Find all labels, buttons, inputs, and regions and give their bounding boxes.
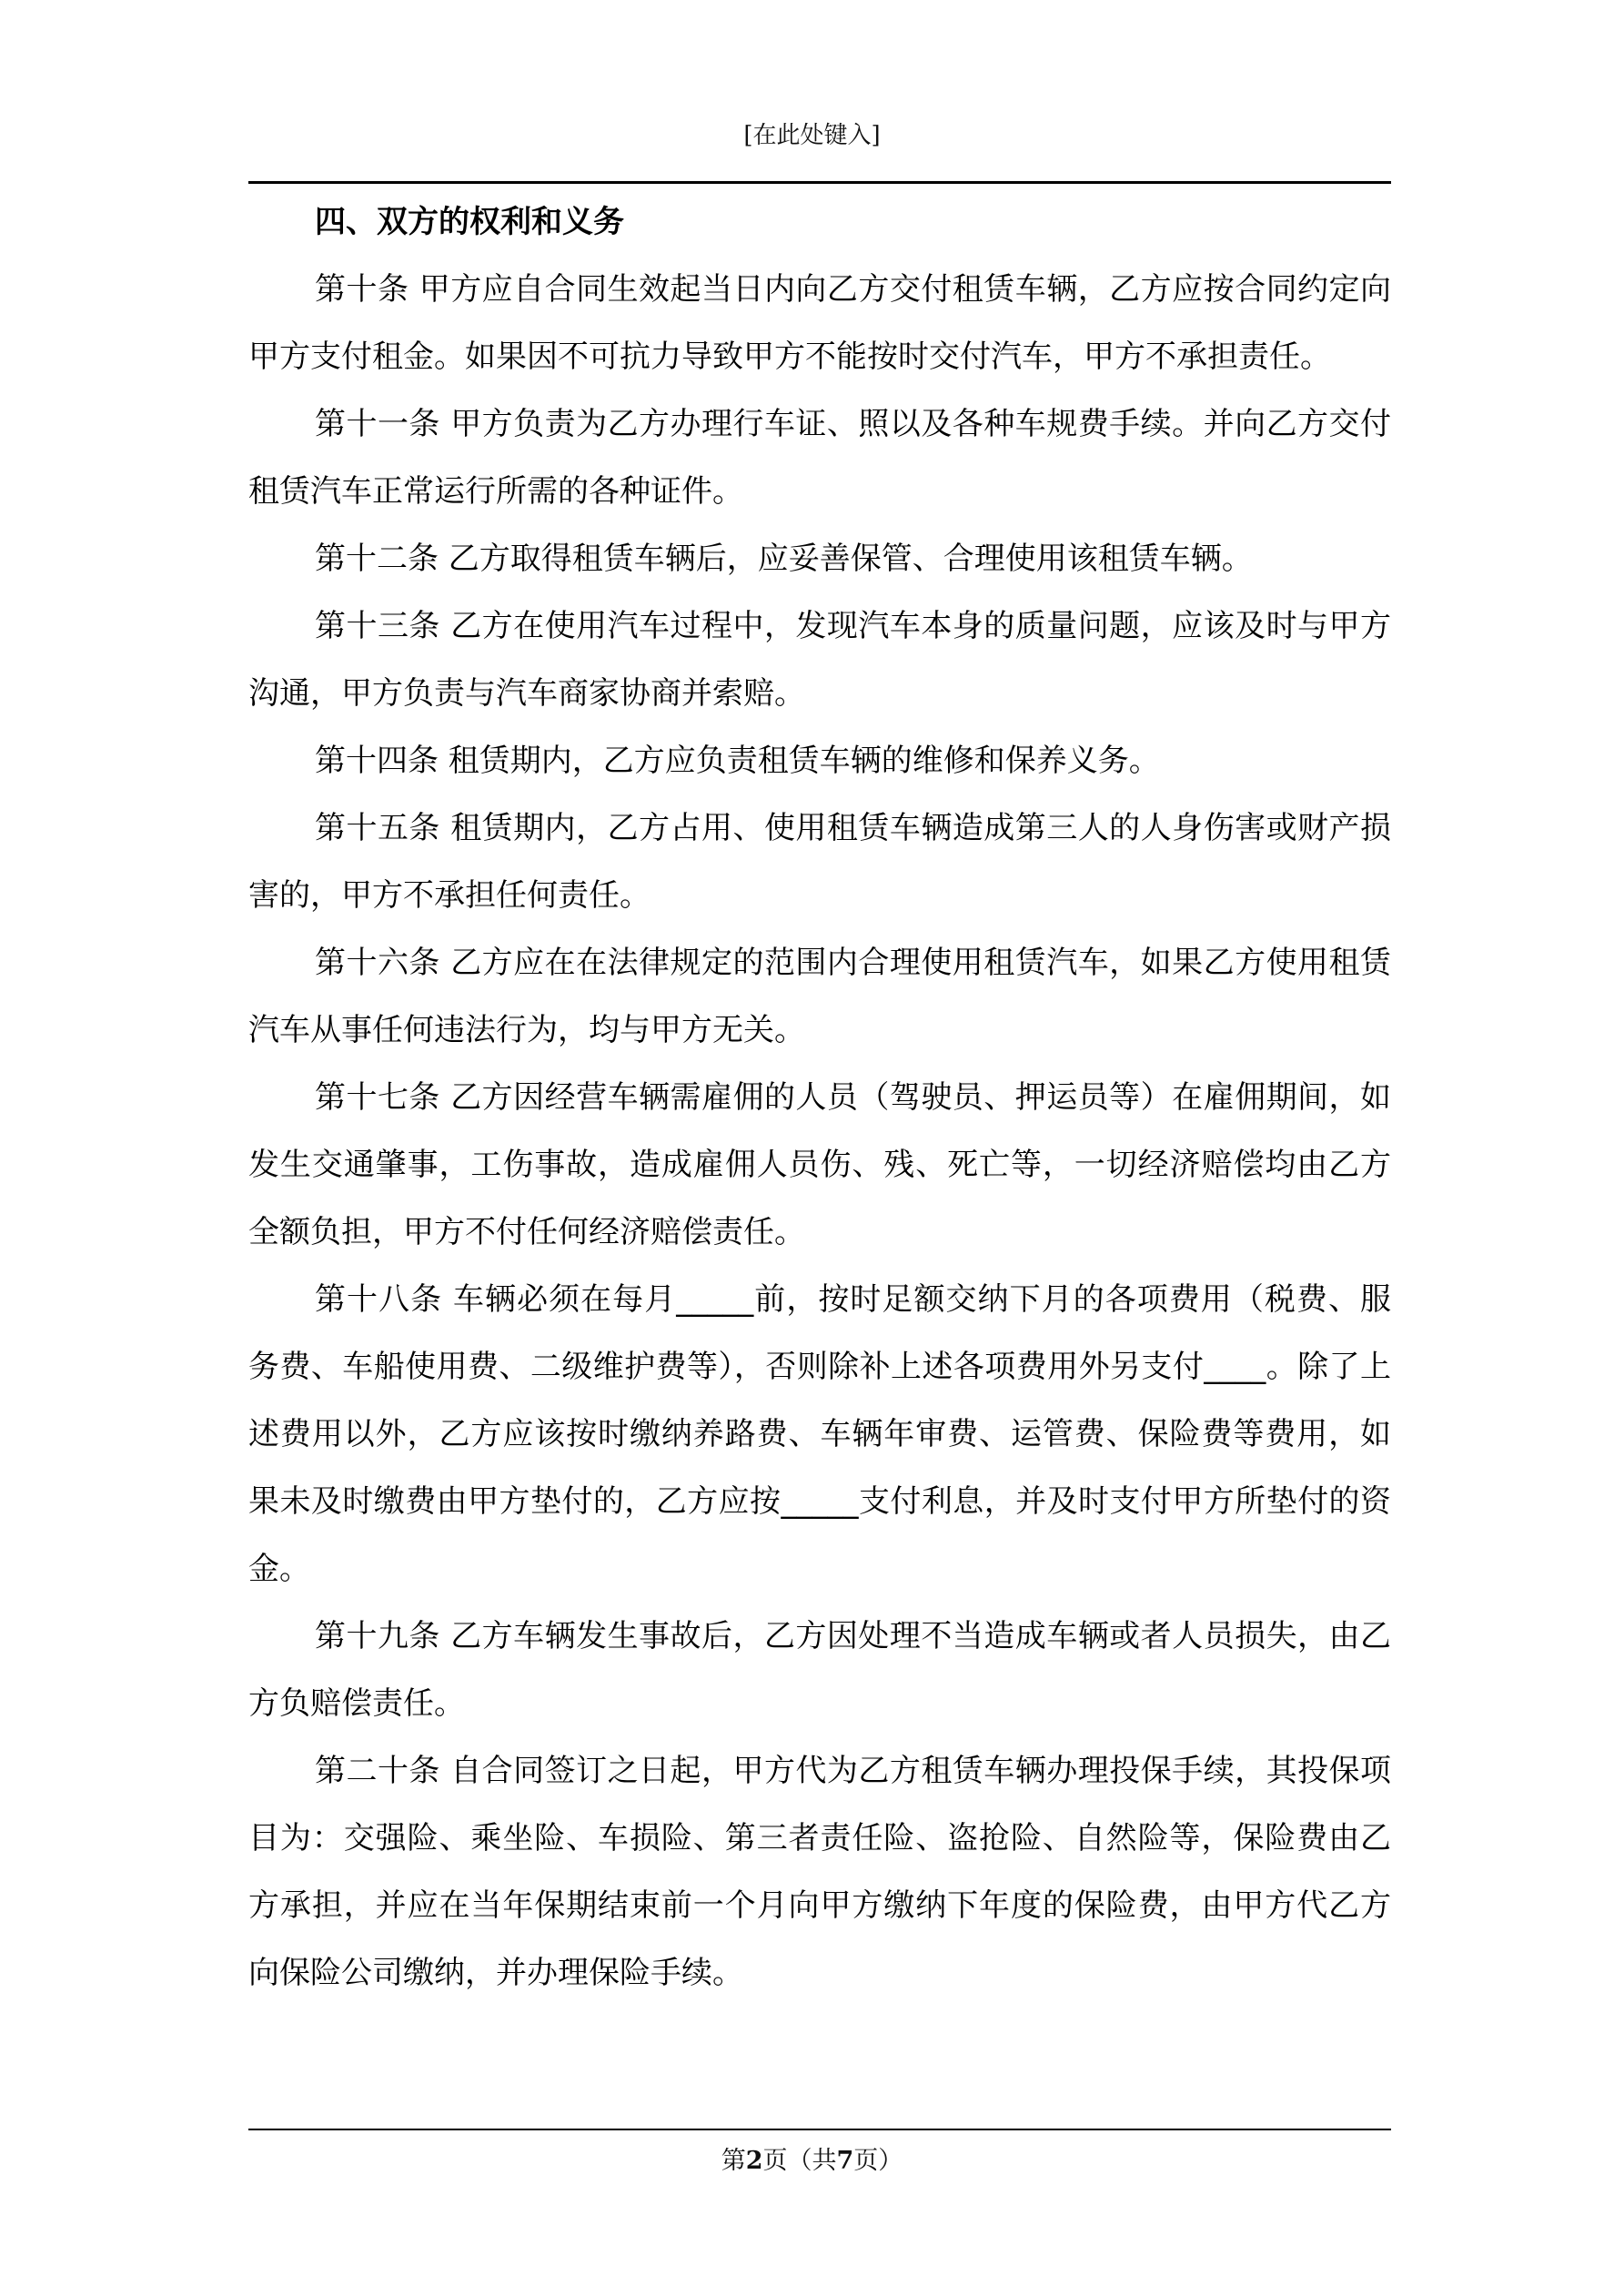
footer-prefix: 第 <box>721 2147 746 2175</box>
clause-13: 第十三条 乙方在使用汽车过程中，发现汽车本身的质量问题，应该及时与甲方沟通，甲方负责与汽车商家协商并索赔。 <box>248 608 1391 712</box>
clause-12: 第十二条 乙方取得租赁车辆后，应妥善保管、合理使用该租赁车辆。 <box>315 541 1253 577</box>
page-number-footer <box>0 2140 1624 2176</box>
clause-11: 第十一条 甲方负责为乙方办理行车证、照以及各种车规费手续。并向乙方交付租赁汽车正常运行所需的各种证件。 <box>248 406 1391 510</box>
clause-20: 第二十条 自合同签订之日起，甲方代为乙方租赁车辆办理投保手续，其投保项目为：交强险、乘坐险、车损险、第三者责任险、盗抢险、自然险等，保险费由乙方承担，并应在当年保期结束前一个月向甲方缴纳下年度的保险费，由甲方代乙方向保险公司缴纳，并办理保险手续。 <box>248 1753 1391 1991</box>
document-body <box>248 188 1391 2007</box>
clause-15: 第十五条 租赁期内，乙方占用、使用租赁车辆造成第三人的人身伤害或财产损害的，甲方不承担任何责任。 <box>248 810 1391 914</box>
clause-10: 第十条 甲方应自合同生效起当日内向乙方交付租赁车辆，乙方应按合同约定向甲方支付租金。如果因不可抗力导致甲方不能按时交付汽车，甲方不承担责任。 <box>248 271 1391 375</box>
clause-17: 第十七条 乙方因经营车辆需雇佣的人员（驾驶员、押运员等）在雇佣期间，如发生交通肇事，工伤事故，造成雇佣人员伤、残、死亡等，一切经济赔偿均由乙方全额负担，甲方不付任何经济赔偿责任。 <box>248 1079 1391 1250</box>
footer-rule <box>248 2129 1391 2130</box>
footer-suffix: 页） <box>853 2147 903 2175</box>
total-page-count: 7 <box>836 2147 854 2175</box>
current-page-number: 2 <box>745 2147 763 2175</box>
footer-middle: 页（共 <box>762 2147 837 2175</box>
section-heading: 四、双方的权利和义务 <box>315 204 624 240</box>
header-rule <box>248 181 1391 184</box>
clause-16: 第十六条 乙方应在在法律规定的范围内合理使用租赁汽车，如果乙方使用租赁汽车从事任何违法行为，均与甲方无关。 <box>248 945 1391 1048</box>
clause-18: 第十八条 车辆必须在每月_____前，按时足额交纳下月的各项费用（税费、服务费、车船使用费、二级维护费等），否则除补上述各项费用外另支付____。除了上述费用以外，乙方应该按时缴纳养路费、车辆年审费、运管费、保险费等费用，如果未及时缴费由甲方垫付的，乙方应按_____支付利息，并及时支付甲方所垫付的资金。 <box>248 1281 1391 1587</box>
clause-14: 第十四条 租赁期内，乙方应负责租赁车辆的维修和保养义务。 <box>315 743 1160 779</box>
page-header-placeholder: [在此处键入] <box>743 122 881 149</box>
clause-19: 第十九条 乙方车辆发生事故后，乙方因处理不当造成车辆或者人员损失，由乙方负赔偿责任。 <box>248 1618 1391 1722</box>
